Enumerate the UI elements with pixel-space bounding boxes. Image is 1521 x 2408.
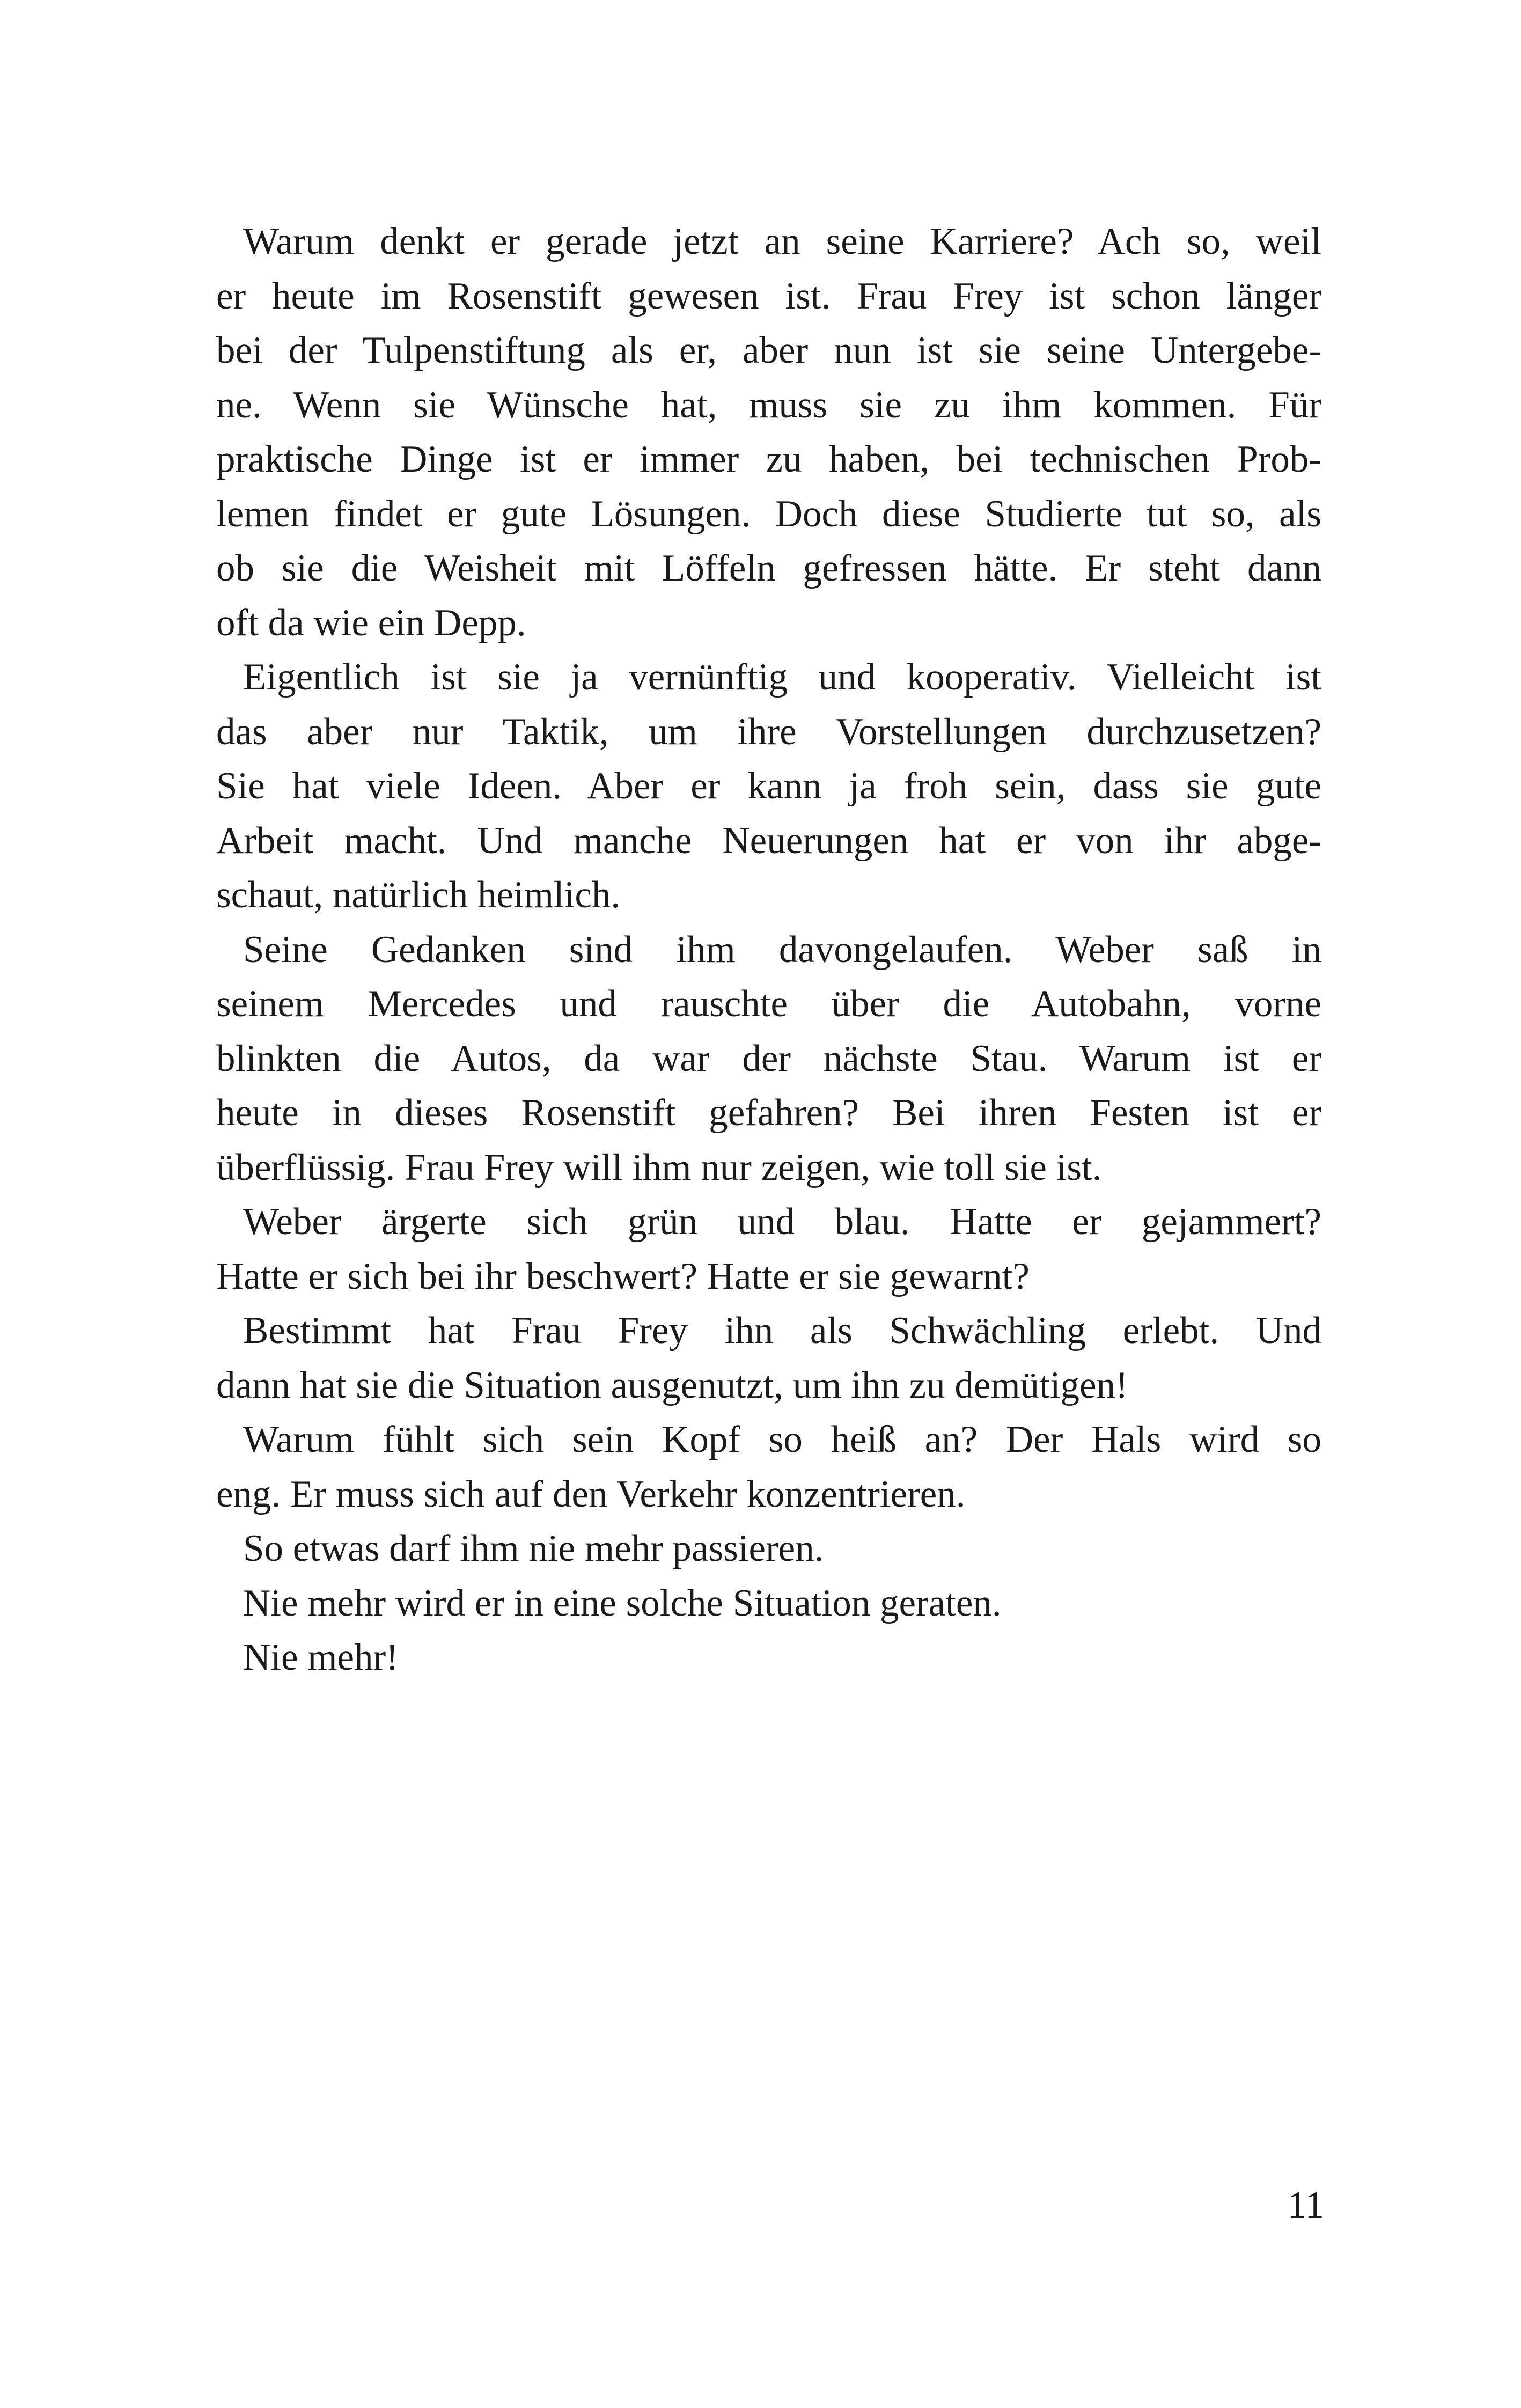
text-line: Sie hat viele Ideen. Aber er kann ja froh sein, dass sie gute <box>216 765 1321 807</box>
text-line: Weber ärgerte sich grün und blau. Hatte er gejammert? <box>243 1201 1321 1243</box>
text-line: Arbeit macht. Und manche Neuerungen hat er von ihr abge- <box>216 819 1321 862</box>
paragraph <box>216 1413 1321 1522</box>
text-line: So etwas darf ihm nie mehr passieren. <box>243 1528 824 1569</box>
text-line: das aber nur Taktik, um ihre Vorstellungen durchzusetzen? <box>216 710 1321 753</box>
text-line: lemen findet er gute Lösungen. Doch diese Studierte tut so, als <box>216 493 1321 535</box>
text-line: heute in dieses Rosenstift gefahren? Bei ihren Festen ist er <box>216 1092 1321 1134</box>
text-line: blinkten die Autos, da war der nächste Stau. Warum ist er <box>216 1037 1321 1080</box>
paragraph <box>216 1576 1321 1631</box>
paragraph <box>216 215 1321 650</box>
text-line: Eigentlich ist sie ja vernünftig und kooperativ. Vielleicht ist <box>243 656 1321 698</box>
paragraph <box>216 1522 1321 1576</box>
text-line: überflüssig. Frau Frey will ihm nur zeigen, wie toll sie ist. <box>216 1146 1102 1188</box>
text-line: Warum fühlt sich sein Kopf so heiß an? Der Hals wird so <box>243 1419 1321 1460</box>
text-line: eng. Er muss sich auf den Verkehr konzentrieren. <box>216 1473 966 1515</box>
text-line: bei der Tulpenstiftung als er, aber nun ist sie seine Untergebe- <box>216 329 1321 371</box>
paragraph <box>216 1304 1321 1413</box>
paragraph <box>216 650 1321 923</box>
text-line: Hatte er sich bei ihr beschwert? Hatte er sie gewarnt? <box>216 1255 1030 1297</box>
text-line: dann hat sie die Situation ausgenutzt, um ihn zu demütigen! <box>216 1364 1128 1406</box>
text-line: Bestimmt hat Frau Frey ihn als Schwächling erlebt. Und <box>243 1310 1321 1352</box>
text-line: Nie mehr! <box>243 1636 399 1678</box>
text-line: schaut, natürlich heimlich. <box>216 874 621 916</box>
paragraph <box>216 1631 1321 1685</box>
text-line: seinem Mercedes und rauschte über die Autobahn, vorne <box>216 983 1321 1025</box>
text-line: oft da wie ein Depp. <box>216 601 526 644</box>
text-line: ob sie die Weisheit mit Löffeln gefressen hätte. Er steht dann <box>216 547 1321 589</box>
page-number: 11 <box>1287 2184 1324 2226</box>
text-line: ne. Wenn sie Wünsche hat, muss sie zu ihm kommen. Für <box>216 384 1321 426</box>
paragraph <box>216 1195 1321 1304</box>
text-line: praktische Dinge ist er immer zu haben, bei technischen Prob- <box>216 438 1321 480</box>
text-line: Nie mehr wird er in eine solche Situation geraten. <box>243 1582 1002 1624</box>
text-line: Seine Gedanken sind ihm davongelaufen. Weber saß in <box>243 928 1321 971</box>
body-text <box>216 215 1321 1685</box>
text-line: Warum denkt er gerade jetzt an seine Karriere? Ach so, weil <box>243 221 1321 262</box>
paragraph <box>216 923 1321 1195</box>
text-line: er heute im Rosenstift gewesen ist. Frau Frey ist schon länger <box>216 275 1321 317</box>
